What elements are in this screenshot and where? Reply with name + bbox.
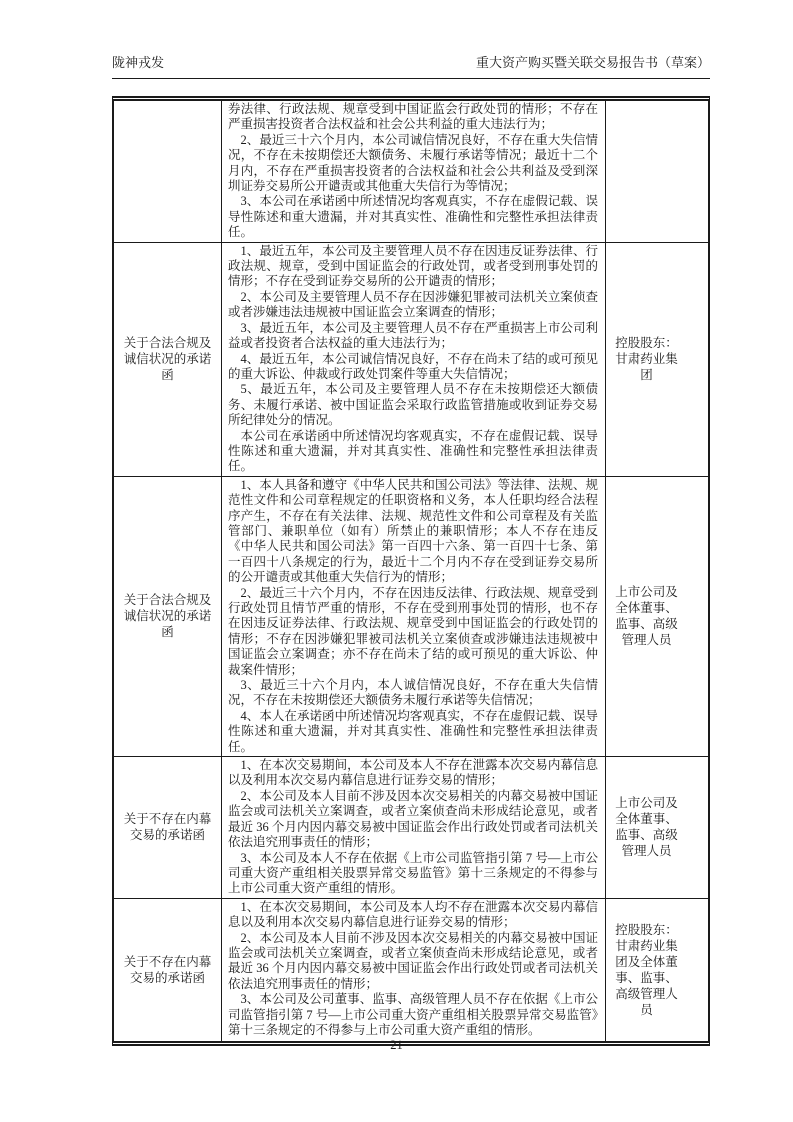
table-row bbox=[114, 243, 708, 477]
commitment-paragraph: 3、本公司在承诺函中所述情况均客观真实，不存在虚假记载、误导性陈述和重大遗漏，并对其真实性、准确性和完整性承担法律责任。 bbox=[228, 194, 598, 240]
commitment-party-cell bbox=[606, 899, 708, 1041]
commitment-name: 关于不存在内幕交易的承诺函 bbox=[123, 954, 212, 985]
header-report-title: 重大资产购买暨关联交易报告书（草案） bbox=[475, 55, 710, 70]
commitment-paragraph: 2、最近三十六个月内，本公司诚信情况良好，不存在重大失信情况，不存在未按期偿还大额债务、未履行承诺等情况；最近十二个月内，不存在严重损害投资者的合法权益和社会公共利益及受到深圳证券交易所公开谴责或其他重大失信行为等情况； bbox=[228, 132, 598, 194]
commitment-paragraph: 1、最近五年，本公司及主要管理人员不存在因违反证券法律、行政法规、规章，受到中国证监会的行政处罚，或者受到刑事处罚的情形；不存在受到证券交易所的公开谴责的情形； bbox=[228, 243, 598, 289]
commitment-paragraph: 2、最近三十六个月内，不存在因违反法律、行政法规、规章受到行政处罚且情节严重的情形，不存在受到刑事处罚的情形，也不存在因违反证券法律、行政法规、规章受到中国证监会的行政处罚的情形；不存在因涉嫌犯罪被司法机关立案侦查或涉嫌违法违规被中国证监会立案调查；亦不存在尚未了结的或可预见的重大诉讼、仲裁案件情形； bbox=[228, 585, 598, 677]
header-company-short-name: 陇神戎发 bbox=[112, 55, 165, 70]
commitment-party-cell bbox=[606, 101, 708, 242]
commitment-paragraph: 1、在本次交易期间，本公司及本人均不存在泄露本次交易内幕信息以及利用本次交易内幕信息进行证券交易的情形； bbox=[228, 899, 598, 930]
commitment-paragraph: 5、最近五年，本公司及主要管理人员不存在未按期偿还大额债务、未履行承诺、被中国证监会采取行政监管措施或收到证券交易所纪律处分的情况。 bbox=[228, 382, 598, 428]
commitment-paragraph: 3、本公司及公司董事、监事、高级管理人员不存在依据《上市公司监管指引第 7 号—上市公司重大资产重组相关股票异常交易监管》第十三条规定的不得参与上市公司重大资产重组的情形。 bbox=[228, 992, 598, 1037]
page-number: 21 bbox=[390, 1038, 403, 1052]
commitment-paragraph: 券法律、行政法规、规章受到中国证监会行政处罚的情形；不存在严重损害投资者合法权益和社会公共利益的重大违法行为； bbox=[228, 102, 598, 132]
commitment-party: 控股股东：甘肃药业集团 bbox=[615, 336, 678, 383]
table-row bbox=[114, 477, 708, 757]
commitment-party-cell bbox=[606, 243, 708, 476]
commitment-party: 控股股东：甘肃药业集团及全体董事、监事、高级管理人员 bbox=[615, 922, 678, 1017]
commitment-name-cell bbox=[114, 899, 222, 1041]
commitment-paragraph: 3、最近五年，本公司及主要管理人员不存在严重损害上市公司利益或者投资者合法权益的重大违法行为； bbox=[228, 320, 598, 351]
commitment-party-cell bbox=[606, 757, 708, 898]
commitment-name: 关于合法合规及诚信状况的承诺函 bbox=[123, 336, 212, 383]
commitment-name: 关于合法合规及诚信状况的承诺函 bbox=[123, 593, 212, 640]
commitment-paragraph: 1、本人具备和遵守《中华人民共和国公司法》等法律、法规、规范性文件和公司章程规定的任职资格和义务，本人任职均经合法程序产生，不存在有关法律、法规、规范性文件和公司章程及有关监管部门、兼职单位（如有）所禁止的兼职情形；本人不存在违反《中华人民共和国公司法》第一百四十六条、第一百四十七条、第一百四十八条规定的行为，最近十二个月内不存在受到证券交易所的公开谴责或其他重大失信行为的情形； bbox=[228, 477, 598, 585]
commitment-party-cell bbox=[606, 477, 708, 756]
commitment-party: 上市公司及全体董事、监事、高级管理人员 bbox=[615, 796, 678, 859]
commitment-paragraph: 4、本人在承诺函中所述情况均客观真实，不存在虚假记载、误导性陈述和重大遗漏，并对其真实性、准确性和完整性承担法律责任。 bbox=[228, 708, 598, 754]
page-header bbox=[112, 54, 710, 79]
commitment-paragraph: 2、本公司及主要管理人员不存在因涉嫌犯罪被司法机关立案侦查或者涉嫌违法违规被中国证监会立案调查的情形； bbox=[228, 289, 598, 320]
table-row bbox=[114, 899, 708, 1041]
commitment-paragraph: 2、本公司及本人目前不涉及因本次交易相关的内幕交易被中国证监会或司法机关立案调查，或者立案侦查尚未形成结论意见，或者最近 36 个月内因内幕交易被中国证监会作出行政处罚或者司法机关依法追究刑事责任的情形； bbox=[228, 930, 598, 991]
commitment-paragraph: 4、最近五年，本公司诚信情况良好，不存在尚未了结的或可预见的重大诉讼、仲裁或行政处罚案件等重大失信情况； bbox=[228, 351, 598, 381]
commitment-content-cell bbox=[222, 101, 606, 242]
table-row bbox=[114, 757, 708, 899]
commitment-content-cell bbox=[222, 757, 606, 898]
commitment-paragraph: 1、在本次交易期间，本公司及本人不存在泄露本次交易内幕信息以及利用本次交易内幕信息进行证券交易的情形； bbox=[228, 758, 598, 788]
commitment-paragraph: 2、本公司及本人目前不涉及因本次交易相关的内幕交易被中国证监会或司法机关立案调查，或者立案侦查尚未形成结论意见，或者最近 36 个月内因内幕交易被中国证监会作出行政处罚或者司法机关依法追究刑事责任的情形； bbox=[228, 788, 598, 850]
commitment-paragraph: 本公司在承诺函中所述情况均客观真实，不存在虚假记载、误导性陈述和重大遗漏，并对其真实性、准确性和完整性承担法律责任。 bbox=[228, 428, 598, 474]
commitment-name-cell bbox=[114, 757, 222, 898]
commitment-content-cell bbox=[222, 477, 606, 756]
commitment-name-cell bbox=[114, 101, 222, 242]
commitment-name-cell bbox=[114, 477, 222, 756]
commitment-party: 上市公司及全体董事、监事、高级管理人员 bbox=[615, 585, 678, 648]
table-row bbox=[114, 101, 708, 243]
commitment-paragraph: 3、最近三十六个月内，本人诚信情况良好，不存在重大失信情况，不存在未按期偿还大额债务未履行承诺等失信情况； bbox=[228, 678, 598, 708]
commitment-content-cell bbox=[222, 243, 606, 476]
commitment-name-cell bbox=[114, 243, 222, 476]
commitment-content-cell bbox=[222, 899, 606, 1041]
commitments-table bbox=[112, 96, 710, 1046]
commitment-name: 关于不存在内幕交易的承诺函 bbox=[123, 812, 212, 843]
commitment-paragraph: 3、本公司及本人不存在依据《上市公司监管指引第 7 号—上市公司重大资产重组相关股票异常交易监管》第十三条规定的不得参与上市公司重大资产重组的情形。 bbox=[228, 850, 598, 896]
